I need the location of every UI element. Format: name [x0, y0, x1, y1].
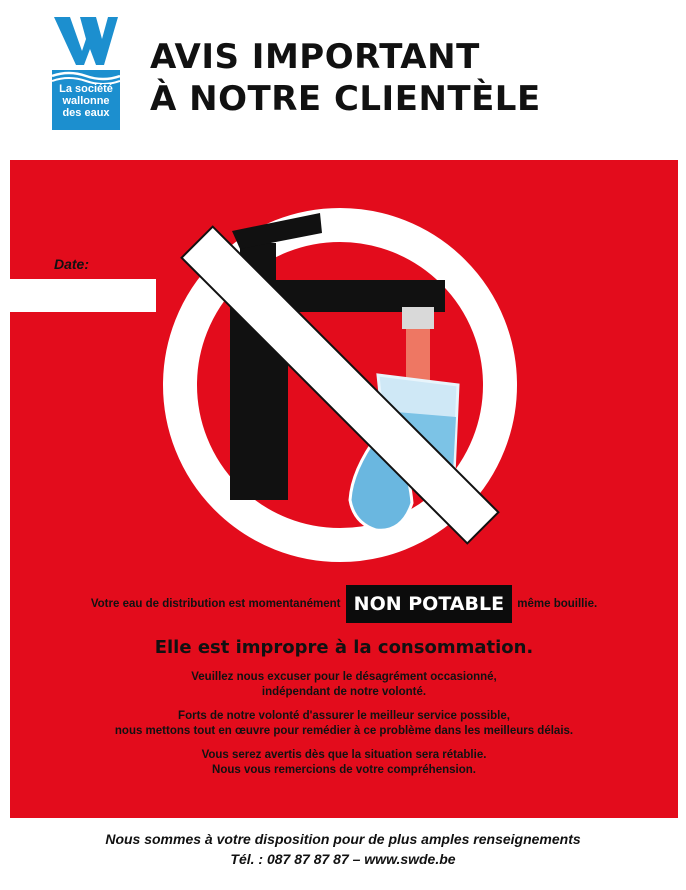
swde-logo — [52, 15, 120, 130]
notice-prefix: Votre eau de distribution est momentanément — [90, 598, 341, 610]
date-label: Date: — [54, 256, 90, 272]
paragraph-line: Forts de notre volonté d'assurer le meilleur service possible, — [178, 710, 510, 722]
paragraph-line: indépendant de notre volonté. — [261, 686, 427, 698]
paragraph-line: nous mettons tout en œuvre pour remédier à ce problème dans les meilleurs délais. — [114, 725, 574, 737]
paragraph-line: Veuillez nous excuser pour le désagrément occasionné, — [191, 671, 497, 683]
headline: Elle est impropre à la consommation. — [154, 637, 534, 658]
paragraph-apology — [10, 670, 678, 700]
logo-line: wallonne — [62, 95, 110, 107]
date-field[interactable] — [10, 279, 156, 312]
swde-w-mark-icon — [52, 15, 120, 71]
logo-line: des eaux — [62, 107, 110, 119]
notice-line — [10, 585, 678, 625]
title-line-2: À NOTRE CLIENTÈLE — [150, 79, 541, 119]
notice-suffix: même bouillie. — [517, 598, 598, 610]
no-drinking-water-icon — [140, 185, 540, 585]
footer-contact: Tél. : 087 87 87 87 – www.swde.be — [230, 851, 456, 867]
title-line-1: AVIS IMPORTANT — [150, 37, 480, 77]
non-potable-badge: NON POTABLE — [346, 585, 512, 623]
paragraph-action — [10, 709, 678, 739]
paragraph-line: Vous serez avertis dès que la situation sera rétablie. — [201, 749, 487, 761]
paragraph-thanks — [10, 748, 678, 778]
logo-text — [52, 83, 120, 119]
page-title — [150, 36, 670, 120]
paragraph-line: Nous vous remercions de votre compréhension. — [212, 764, 476, 776]
logo-line: La société — [59, 83, 113, 95]
footer-info: Nous sommes à votre disposition pour de plus amples renseignements — [105, 831, 581, 847]
